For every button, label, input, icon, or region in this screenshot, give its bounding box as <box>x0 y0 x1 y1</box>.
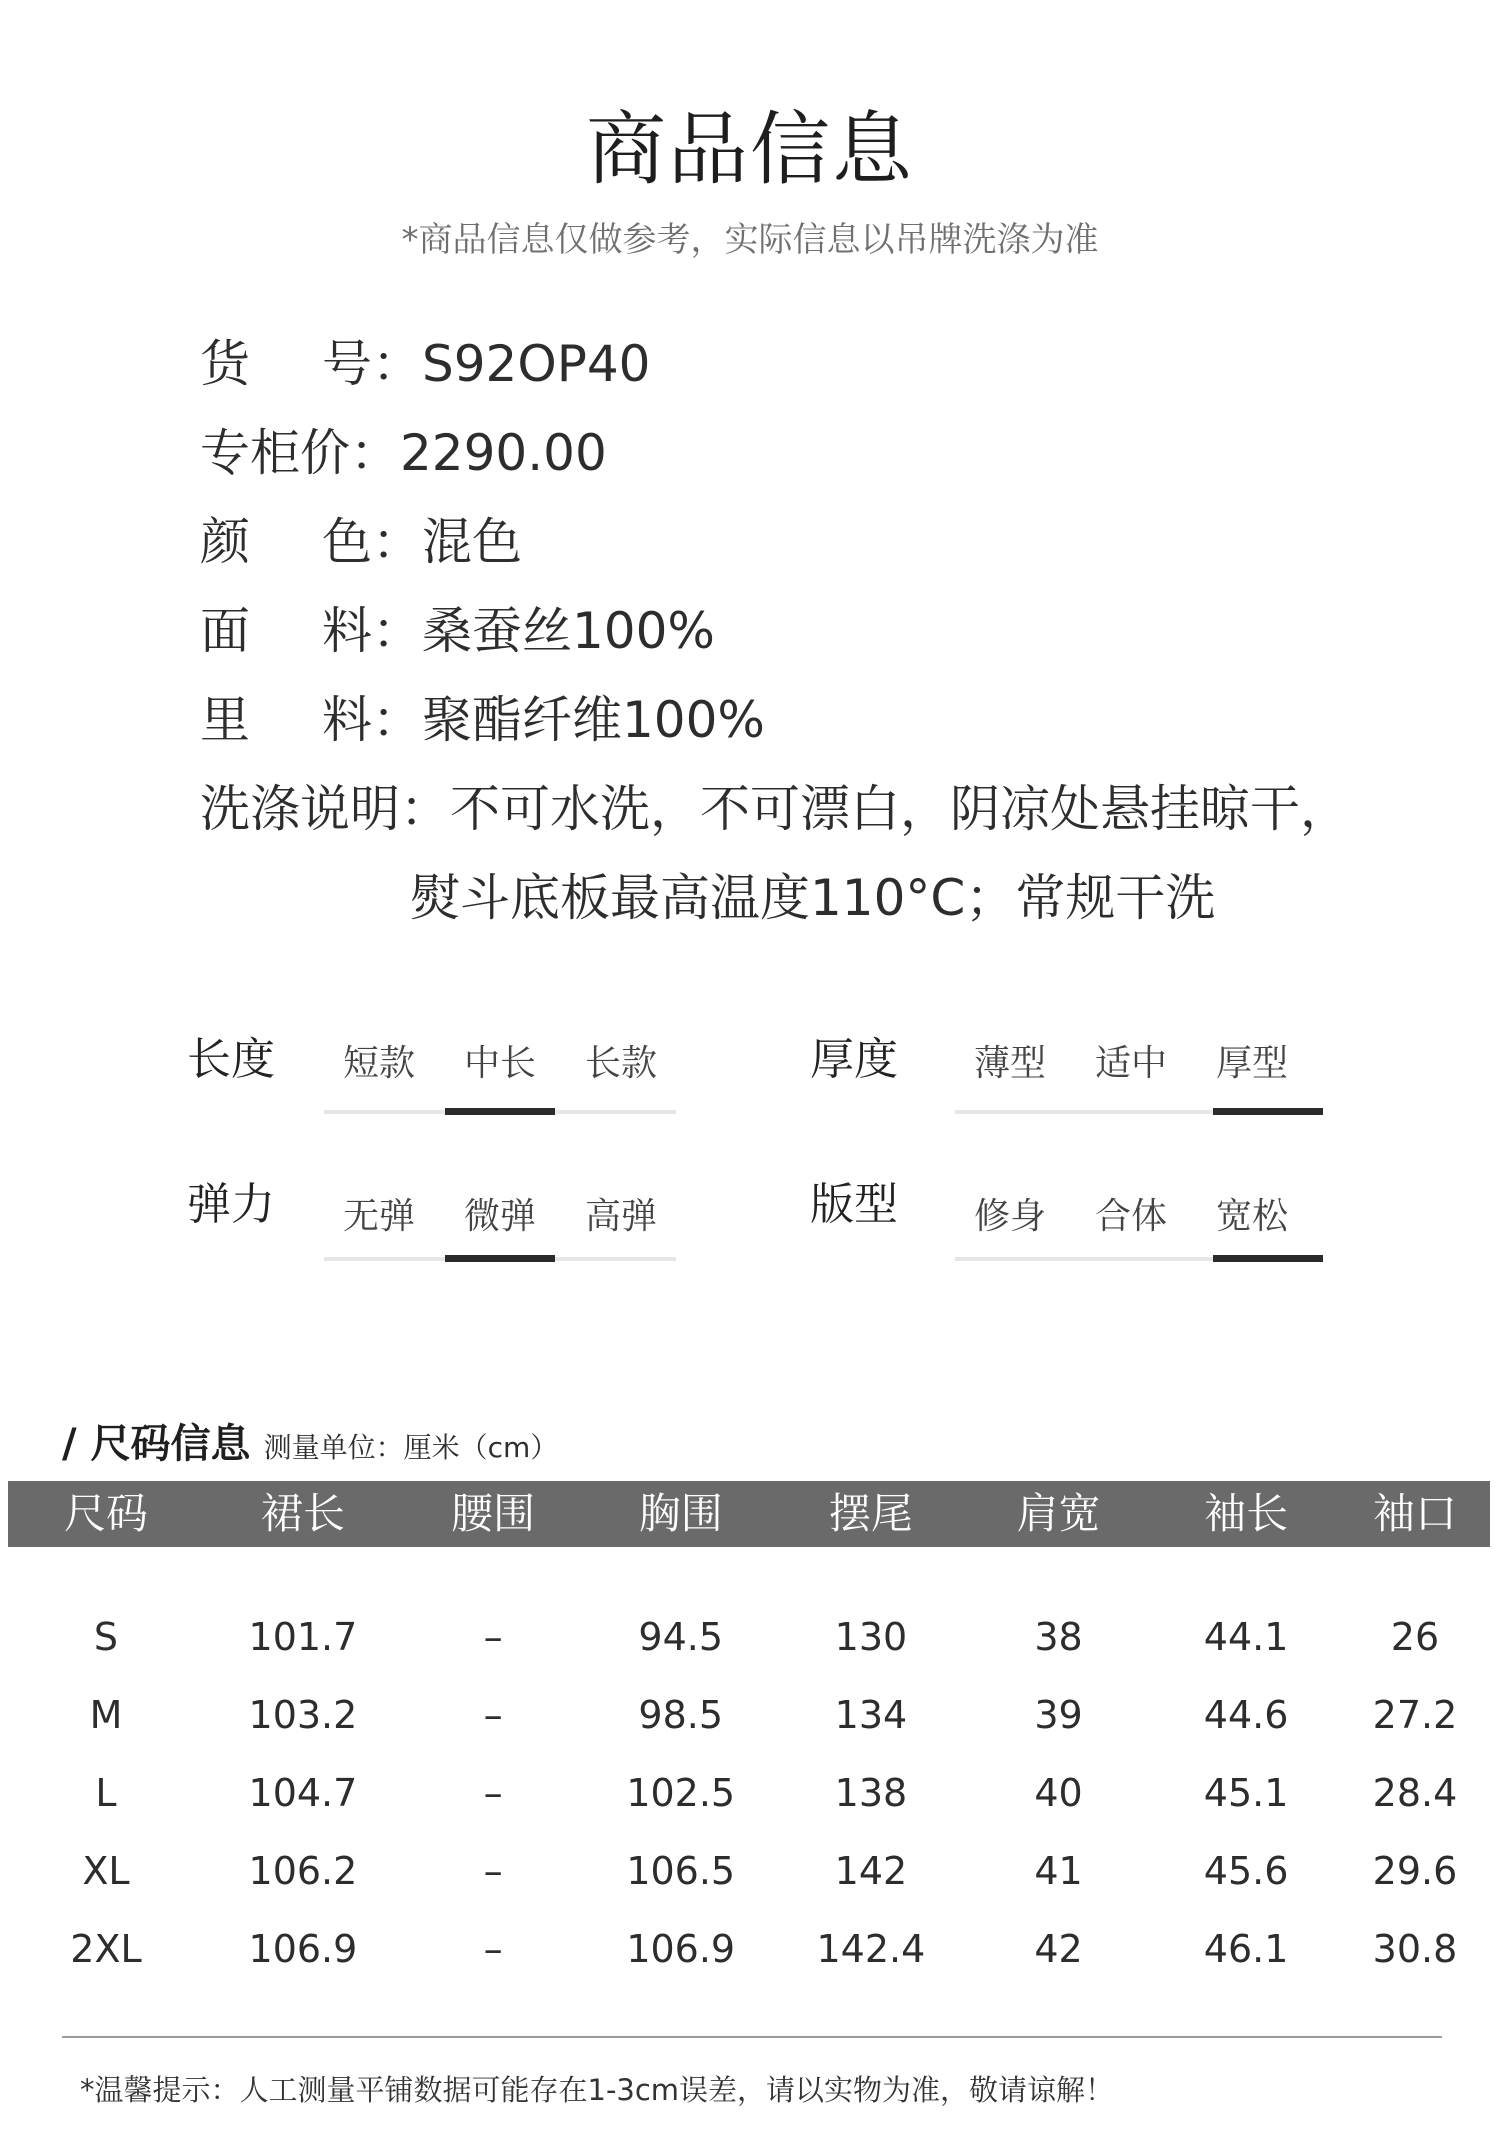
size-table-cell: 102.5 <box>626 1771 736 1815</box>
attr-elasticity-option[interactable]: 高弹 <box>584 1196 657 1237</box>
size-table-cell: XL <box>82 1849 130 1893</box>
size-table-cell: 98.5 <box>638 1693 724 1737</box>
lining-label: 里 料 <box>200 691 372 749</box>
attr-length <box>187 1020 747 1130</box>
attr-elasticity <box>187 1165 747 1275</box>
size-table-cell: S <box>93 1615 119 1659</box>
price-label: 专柜价 <box>200 424 350 482</box>
wash-value-line1: 不可水洗，不可漂白，阴凉处悬挂晾干， <box>450 780 1350 838</box>
attr-length-selected-bar <box>445 1108 555 1115</box>
attr-thickness-option[interactable]: 适中 <box>1094 1043 1167 1084</box>
info-price: 专柜价：2290.00 <box>200 409 1400 498</box>
attr-thickness-option[interactable]: 薄型 <box>973 1043 1046 1084</box>
attr-thickness-name: 厚度 <box>810 1034 898 1085</box>
item-no-label: 货 号 <box>200 335 372 393</box>
size-table-cell: 138 <box>834 1771 908 1815</box>
size-table-cell: 142.4 <box>816 1927 926 1971</box>
size-table-header: 肩宽 <box>965 1481 1153 1547</box>
info-item-no: 货 号 ：S92OP40 <box>200 320 1400 409</box>
size-chart-unit: 测量单位：厘米（cm） <box>263 1431 559 1464</box>
size-table-row <box>8 1754 1490 1832</box>
size-table-cell: 130 <box>834 1615 908 1659</box>
attr-elasticity-option[interactable]: 无弹 <box>342 1196 415 1237</box>
footer-divider <box>62 2036 1442 2038</box>
attr-fit-selected-bar <box>1213 1255 1323 1262</box>
size-table-cell: 38 <box>1034 1615 1083 1659</box>
info-lining: 里 料 ：聚酯纤维100% <box>200 676 1400 765</box>
size-chart-title: / 尺码信息 <box>62 1421 251 1467</box>
size-table-cell: – <box>483 1771 503 1815</box>
size-table-header: 尺码 <box>8 1481 204 1547</box>
size-table-header: 裙长 <box>204 1481 402 1547</box>
size-table-cell: 28.4 <box>1372 1771 1458 1815</box>
attr-length-option[interactable]: 长款 <box>584 1043 657 1084</box>
attr-elasticity-name: 弹力 <box>187 1179 275 1230</box>
size-table-cell: 142 <box>834 1849 908 1893</box>
footer-note: *温馨提示：人工测量平铺数据可能存在1-3cm误差，请以实物为准，敬请谅解！ <box>80 2073 1115 2107</box>
size-table-cell: 46.1 <box>1203 1927 1289 1971</box>
size-table-cell: 106.2 <box>248 1849 358 1893</box>
size-table-cell: 44.6 <box>1203 1693 1289 1737</box>
size-table-cell: 106.9 <box>248 1927 358 1971</box>
size-table-cell: 27.2 <box>1372 1693 1458 1737</box>
attr-fit-option[interactable]: 修身 <box>973 1196 1046 1237</box>
attr-length-option[interactable]: 中长 <box>463 1043 536 1084</box>
color-value: 混色 <box>422 513 522 571</box>
size-table-cell: 134 <box>834 1693 908 1737</box>
item-no-value: S92OP40 <box>422 335 651 393</box>
size-table-cell: 44.1 <box>1203 1615 1289 1659</box>
fabric-label: 面 料 <box>200 602 372 660</box>
size-table-cell: 42 <box>1034 1927 1083 1971</box>
size-table-cell: 45.6 <box>1203 1849 1289 1893</box>
fabric-value: 桑蚕丝100% <box>422 602 715 660</box>
attr-elasticity-option[interactable]: 微弹 <box>463 1196 536 1237</box>
page-subtitle: *商品信息仅做参考，实际信息以吊牌洗涤为准 <box>401 220 1099 260</box>
attr-thickness <box>810 1020 1370 1130</box>
size-table-cell: – <box>483 1849 503 1893</box>
wash-value-line2: 熨斗底板最高温度110°C；常规干洗 <box>410 869 1216 927</box>
attr-length-option[interactable]: 短款 <box>342 1043 415 1084</box>
lining-value: 聚酯纤维100% <box>422 691 765 749</box>
size-table-header-row <box>8 1481 1490 1547</box>
attr-thickness-selected-bar <box>1213 1108 1323 1115</box>
product-info-list <box>200 320 1400 943</box>
size-table-row <box>8 1676 1490 1754</box>
size-table-cell: 41 <box>1034 1849 1083 1893</box>
size-table-cell: 29.6 <box>1372 1849 1458 1893</box>
size-table-cell: 26 <box>1390 1615 1440 1659</box>
size-table-cell: M <box>89 1693 123 1737</box>
size-table-header: 腰围 <box>402 1481 584 1547</box>
size-table-row <box>8 1598 1490 1676</box>
size-table-row <box>8 1832 1490 1910</box>
size-table-cell: – <box>483 1693 503 1737</box>
attr-length-name: 长度 <box>187 1034 275 1085</box>
size-table-row <box>8 1910 1490 1988</box>
size-table-cell: 103.2 <box>248 1693 358 1737</box>
size-table-header: 袖长 <box>1152 1481 1340 1547</box>
size-table-cell: 45.1 <box>1203 1771 1289 1815</box>
attr-fit-option[interactable]: 合体 <box>1094 1196 1167 1237</box>
info-wash: 洗涤说明：不可水洗，不可漂白，阴凉处悬挂晾干， <box>200 765 1400 854</box>
size-table-header: 胸围 <box>584 1481 777 1547</box>
size-table-cell: 106.5 <box>626 1849 736 1893</box>
size-table-cell: 30.8 <box>1372 1927 1458 1971</box>
attr-fit-option[interactable]: 宽松 <box>1215 1196 1288 1237</box>
size-table-header: 摆尾 <box>777 1481 965 1547</box>
attr-fit-name: 版型 <box>810 1179 898 1230</box>
size-table-cell: – <box>483 1615 503 1659</box>
size-table-cell: L <box>95 1771 117 1815</box>
size-table-cell: 94.5 <box>638 1615 724 1659</box>
size-table-cell: 104.7 <box>248 1771 358 1815</box>
size-table-cell: – <box>483 1927 503 1971</box>
color-label: 颜 色 <box>200 513 372 571</box>
wash-label: 洗涤说明 <box>200 780 400 838</box>
size-table-cell: 40 <box>1034 1771 1083 1815</box>
attr-elasticity-selected-bar <box>445 1255 555 1262</box>
page-title: 商品信息 <box>586 103 914 196</box>
info-fabric: 面 料 ：桑蚕丝100% <box>200 587 1400 676</box>
size-table-cell: 101.7 <box>248 1615 358 1659</box>
size-table-cell: 106.9 <box>626 1927 736 1971</box>
attr-fit <box>810 1165 1370 1275</box>
price-value: 2290.00 <box>400 424 607 482</box>
info-wash-cont <box>200 854 1400 943</box>
attr-thickness-option[interactable]: 厚型 <box>1215 1043 1288 1084</box>
size-chart-header <box>62 1416 558 1472</box>
size-table <box>8 1481 1490 1988</box>
size-table-header: 袖口 <box>1340 1481 1490 1547</box>
info-color: 颜 色 ：混色 <box>200 498 1400 587</box>
size-table-cell: 39 <box>1034 1693 1083 1737</box>
size-table-cell: 2XL <box>70 1927 142 1971</box>
